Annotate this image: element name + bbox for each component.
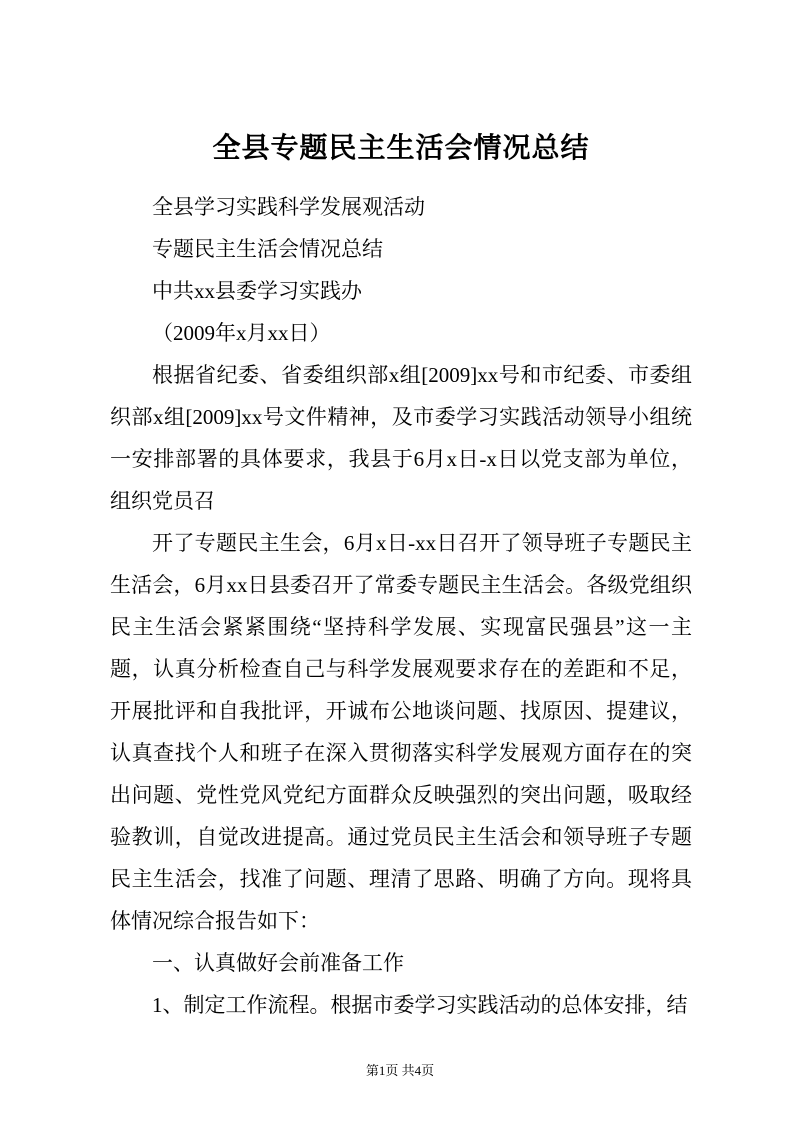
intro-line-activity: 全县学习实践科学发展观活动 (152, 195, 425, 219)
intro-line-subtitle: 专题民主生活会情况总结 (152, 237, 383, 261)
body-paragraph: 根据省纪委、省委组织部x组[2009]xx号和市纪委、市委组织部x组[2009]xx号文件精神，及市委学习实践活动领导小组统一安排部署的具体要求，我县于6月x日-x日以党支部为单位，组织党员召 (110, 363, 692, 513)
section-heading: 一、认真做好会前准备工作 (152, 951, 404, 975)
document-title: 全县专题民主生活会情况总结 (212, 133, 590, 164)
body-paragraph: 1、制定工作流程。根据市委学习实践活动的总体安排，结 (152, 993, 688, 1017)
page-footer (0, 1060, 800, 1079)
intro-line-author: 中共xx县委学习实践办 (152, 279, 362, 303)
body-paragraph: 开了专题民主生会，6月x日-xx日召开了领导班子专题民主生活会，6月xx日县委召开了常委专题民主生活会。各级党组织民主生活会紧紧围绕“坚持科学发展、实现富民强县”这一主题，认真分析检查自己与科学发展观要求存在的差距和不足，开展批评和自我批评，开诚布公地谈问题、找原因、提建议，认真查找个人和班子在深入贯彻落实科学发展观方面存在的突出问题、党性党风党纪方面群众反映强烈的突出问题，吸取经验教训，自觉改进提高。通过党员民主生活会和领导班子专题民主生活会，找准了问题、理清了思路、明确了方向。现将具体情况综合报告如下： (110, 531, 692, 933)
intro-line-date: （2009年x月xx日） (152, 321, 331, 345)
page-indicator: 第1页 共4页 (365, 1063, 435, 1078)
